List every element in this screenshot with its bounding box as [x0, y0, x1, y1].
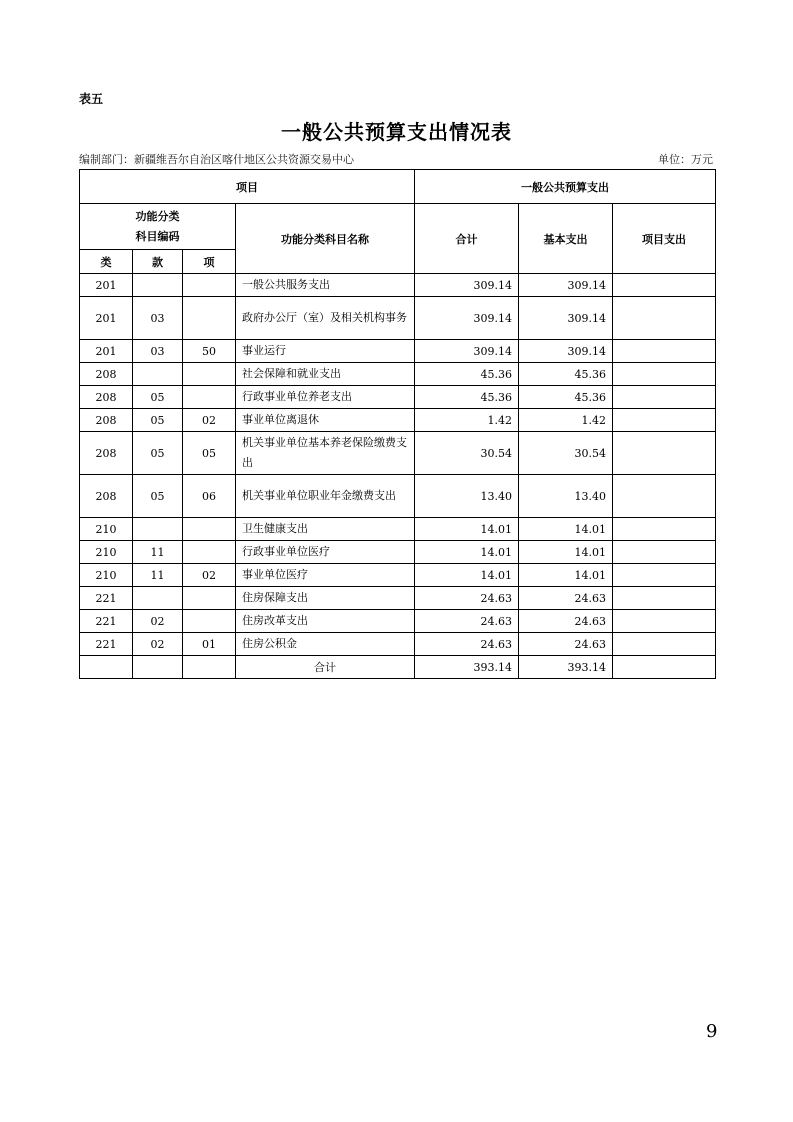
cell-total: 14.01 — [415, 541, 519, 564]
cell-name: 行政事业单位养老支出 — [236, 386, 415, 409]
cell-name: 政府办公厅（室）及相关机构事务 — [236, 297, 415, 340]
table-row — [80, 475, 716, 518]
cell-section: 03 — [133, 340, 183, 363]
cell-project — [613, 518, 716, 541]
table-row — [80, 340, 716, 363]
cell-basic: 1.42 — [519, 409, 613, 432]
cell-total: 309.14 — [415, 274, 519, 297]
cell-section — [133, 656, 183, 679]
cell-project — [613, 363, 716, 386]
cell-category: 201 — [80, 340, 133, 363]
unit-label: 单位：万元 — [658, 153, 713, 166]
cell-basic: 309.14 — [519, 297, 613, 340]
cell-section: 05 — [133, 386, 183, 409]
cell-project — [613, 587, 716, 610]
cell-name: 住房公积金 — [236, 633, 415, 656]
total-row — [80, 656, 716, 679]
cell-project — [613, 610, 716, 633]
table-row — [80, 432, 716, 475]
cell-basic: 45.36 — [519, 363, 613, 386]
page-number: 9 — [706, 1021, 718, 1042]
total-label: 合计 — [236, 656, 415, 679]
table-body — [80, 274, 716, 679]
cell-entry — [183, 386, 236, 409]
cell-section: 11 — [133, 541, 183, 564]
header-project: 项目支出 — [613, 204, 716, 274]
cell-name: 行政事业单位医疗 — [236, 541, 415, 564]
cell-section: 11 — [133, 564, 183, 587]
cell-entry: 02 — [183, 409, 236, 432]
cell-section: 03 — [133, 297, 183, 340]
cell-total: 24.63 — [415, 587, 519, 610]
cell-total: 24.63 — [415, 633, 519, 656]
cell-basic: 30.54 — [519, 432, 613, 475]
cell-category: 210 — [80, 541, 133, 564]
cell-basic: 309.14 — [519, 340, 613, 363]
cell-name: 事业单位离退休 — [236, 409, 415, 432]
table-row — [80, 633, 716, 656]
header-func-code-line2: 科目编码 — [135, 229, 180, 243]
cell-category: 221 — [80, 633, 133, 656]
cell-total: 1.42 — [415, 409, 519, 432]
cell-entry — [183, 363, 236, 386]
budget-table — [79, 169, 716, 679]
cell-basic: 309.14 — [519, 274, 613, 297]
header-func-code-line1: 功能分类 — [135, 209, 180, 223]
cell-name: 机关事业单位基本养老保险缴费支出 — [236, 432, 415, 475]
cell-category: 208 — [80, 475, 133, 518]
cell-basic: 45.36 — [519, 386, 613, 409]
header-func-code — [80, 204, 236, 250]
cell-section — [133, 274, 183, 297]
cell-project — [613, 475, 716, 518]
table-row — [80, 363, 716, 386]
header-basic: 基本支出 — [519, 204, 613, 274]
cell-entry — [183, 656, 236, 679]
cell-section — [133, 518, 183, 541]
cell-basic: 24.63 — [519, 587, 613, 610]
cell-total: 309.14 — [415, 340, 519, 363]
table-row — [80, 587, 716, 610]
cell-name: 住房保障支出 — [236, 587, 415, 610]
cell-project — [613, 564, 716, 587]
cell-entry — [183, 518, 236, 541]
table-row — [80, 564, 716, 587]
cell-basic: 24.63 — [519, 633, 613, 656]
cell-entry: 06 — [183, 475, 236, 518]
cell-category: 208 — [80, 409, 133, 432]
cell-category — [80, 656, 133, 679]
table-row — [80, 386, 716, 409]
cell-basic: 14.01 — [519, 564, 613, 587]
cell-basic: 24.63 — [519, 610, 613, 633]
cell-project — [613, 274, 716, 297]
total-basic: 393.14 — [519, 656, 613, 679]
cell-entry — [183, 274, 236, 297]
header-budget: 一般公共预算支出 — [415, 170, 716, 204]
cell-entry: 01 — [183, 633, 236, 656]
header-total: 合计 — [415, 204, 519, 274]
table-row — [80, 409, 716, 432]
table-row — [80, 541, 716, 564]
cell-project — [613, 409, 716, 432]
cell-entry — [183, 541, 236, 564]
cell-name: 住房改革支出 — [236, 610, 415, 633]
department-label: 编制部门：新疆维吾尔自治区喀什地区公共资源交易中心 — [79, 153, 354, 166]
cell-section — [133, 363, 183, 386]
header-entry: 项 — [183, 250, 236, 274]
table-row — [80, 297, 716, 340]
cell-project — [613, 541, 716, 564]
cell-section: 02 — [133, 633, 183, 656]
page-title: 一般公共预算支出情况表 — [281, 120, 512, 144]
cell-total: 14.01 — [415, 564, 519, 587]
table-row — [80, 274, 716, 297]
cell-total: 24.63 — [415, 610, 519, 633]
cell-section: 02 — [133, 610, 183, 633]
cell-project — [613, 297, 716, 340]
cell-category: 208 — [80, 432, 133, 475]
cell-category: 221 — [80, 587, 133, 610]
cell-total: 14.01 — [415, 518, 519, 541]
header-category: 类 — [80, 250, 133, 274]
cell-total: 45.36 — [415, 386, 519, 409]
cell-entry — [183, 297, 236, 340]
header-func-name: 功能分类科目名称 — [236, 204, 415, 274]
cell-section: 05 — [133, 409, 183, 432]
cell-basic: 13.40 — [519, 475, 613, 518]
total-project — [613, 656, 716, 679]
cell-entry: 05 — [183, 432, 236, 475]
cell-total: 30.54 — [415, 432, 519, 475]
cell-category: 210 — [80, 518, 133, 541]
cell-name: 一般公共服务支出 — [236, 274, 415, 297]
cell-project — [613, 386, 716, 409]
cell-category: 210 — [80, 564, 133, 587]
table-header — [80, 170, 716, 274]
cell-name: 事业运行 — [236, 340, 415, 363]
table-row — [80, 610, 716, 633]
cell-name: 机关事业单位职业年金缴费支出 — [236, 475, 415, 518]
cell-project — [613, 432, 716, 475]
cell-basic: 14.01 — [519, 518, 613, 541]
cell-category: 221 — [80, 610, 133, 633]
cell-name: 社会保障和就业支出 — [236, 363, 415, 386]
table-row — [80, 518, 716, 541]
cell-total: 45.36 — [415, 363, 519, 386]
header-item: 项目 — [80, 170, 415, 204]
cell-section: 05 — [133, 475, 183, 518]
cell-name: 事业单位医疗 — [236, 564, 415, 587]
cell-category: 201 — [80, 274, 133, 297]
cell-entry — [183, 610, 236, 633]
table-label: 表五 — [79, 92, 104, 106]
cell-category: 201 — [80, 297, 133, 340]
cell-entry — [183, 587, 236, 610]
cell-section: 05 — [133, 432, 183, 475]
cell-entry: 02 — [183, 564, 236, 587]
cell-category: 208 — [80, 363, 133, 386]
cell-entry: 50 — [183, 340, 236, 363]
total-value: 393.14 — [415, 656, 519, 679]
cell-total: 13.40 — [415, 475, 519, 518]
cell-category: 208 — [80, 386, 133, 409]
header-section: 款 — [133, 250, 183, 274]
cell-name: 卫生健康支出 — [236, 518, 415, 541]
cell-total: 309.14 — [415, 297, 519, 340]
cell-project — [613, 340, 716, 363]
cell-project — [613, 633, 716, 656]
cell-section — [133, 587, 183, 610]
cell-basic: 14.01 — [519, 541, 613, 564]
